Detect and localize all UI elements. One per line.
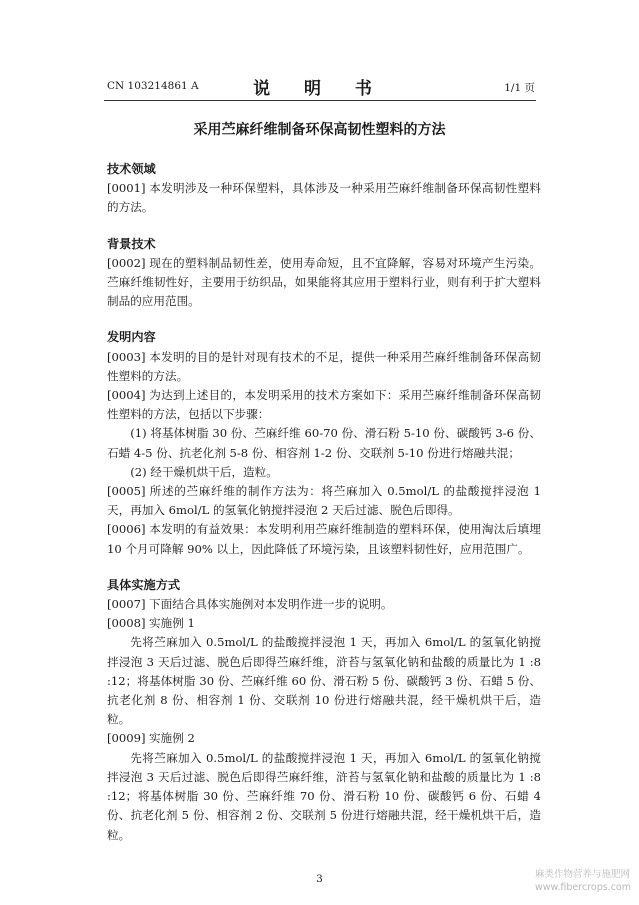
paragraph-text: 现在的塑料制品韧性差，使用寿命短，且不宜降解，容易对环境产生污染。苎麻纤维韧性好，主要用于纺织品，如果能将其应用于塑料行业，则有利于扩大塑料制品的应用范围。 [107, 255, 541, 309]
paragraph-text: 所述的苎麻纤维的制作方法为：将苎麻加入 0.5mol/L 的盐酸搅拌浸泡 1 天，再加入 6mol/L 的氢氧化钠搅拌浸泡 2 天后过滤、脱色后即得。 [107, 484, 541, 518]
example-1-text: 先将苎麻加入 0.5mol/L 的盐酸搅拌浸泡 1 天，再加入 6mol/L 的氢氧化钠搅拌浸泡 3 天后过滤、脱色后即得苎麻纤维，浒苔与氢氧化钠和盐酸的质量比为 1 :8 :12；将基体树脂 30 份、苎麻纤维 60 份、滑石粉 5 份、碳酸钙 3 份、石蜡 5 份、抗老化剂 8 份、相容剂 1 份、交联剂 10 份进行熔融共混，经干燥机烘干后，造粒。 [107, 635, 541, 727]
page-number: 3 [316, 873, 323, 885]
paragraph-0004 [107, 386, 541, 424]
paragraph-text: 下面结合具体实施例对本发明作进一步的说明。 [149, 597, 393, 612]
paragraph-text: 为达到上述目的，本发明采用的技术方案如下：采用苎麻纤维制备环保高韧性塑料的方法，包括以下步骤： [107, 388, 541, 422]
watermark-line-2: www.fibercrops.com [534, 882, 631, 893]
example-label: 实施例 2 [149, 731, 195, 746]
paragraph-tag: [0008] [107, 616, 146, 631]
step-2: (2) 经干燥机烘干后，造粒。 [130, 464, 278, 479]
paragraph-tag: [0006] [107, 522, 146, 537]
document-body [107, 160, 541, 845]
example-2-text: 先将苎麻加入 0.5mol/L 的盐酸搅拌浸泡 1 天，再加入 6mol/L 的氢氧化钠搅拌浸泡 3 天后过滤、脱色后即得苎麻纤维，浒苔与氢氧化钠和盐酸的质量比为 1 :8 :12；将基体树脂 30 份、苎麻纤维 70 份、滑石粉 10 份、碳酸钙 6 份、石蜡 4 份、抗老化剂 5 份、相容剂 2 份、交联剂 5 份进行熔融共混，经干燥机烘干后，造粒。 [107, 750, 541, 842]
paragraph-0008 [107, 614, 541, 633]
header-rule [104, 100, 536, 101]
paragraph-tag: [0004] [107, 388, 146, 403]
section-heading-invention: 发明内容 [107, 330, 156, 345]
section-heading-tech-field: 技术领域 [107, 162, 156, 176]
paragraph-tag: [0005] [107, 484, 146, 499]
paragraph-0003 [107, 348, 541, 386]
paragraph-0002 [107, 254, 541, 312]
example-label: 实施例 1 [149, 616, 195, 631]
paragraph-tag: [0009] [107, 731, 146, 746]
doc-number: CN 103214861 A [107, 80, 199, 92]
section-heading-embodiment: 具体实施方式 [107, 577, 181, 592]
paragraph-text: 本发明的有益效果：本发明利用苎麻纤维制造的塑料环保，使用淘汰后填埋 10 个月可降解 90% 以上，因此降低了环境污染，且该塑料韧性好，应用范围广。 [107, 522, 541, 556]
paragraph-0001 [107, 179, 541, 217]
paragraph-0009 [107, 729, 541, 748]
watermark [535, 868, 631, 894]
doc-type-heading: 说 明 书 [253, 79, 386, 99]
step-1: (1) 将基体树脂 30 份、苎麻纤维 60-70 份、滑石粉 5-10 份、碳酸钙 3-6 份、石蜡 4-5 份、抗老化剂 5-8 份、相容剂 1-2 份、交联剂 5-10 份进行熔融共混； [107, 426, 541, 460]
page-info: 1/1 页 [504, 82, 535, 94]
section-heading-background: 背景技术 [107, 236, 156, 251]
paragraph-tag: [0001] [107, 181, 146, 196]
paragraph-0006 [107, 520, 541, 558]
paragraph-tag: [0003] [107, 349, 146, 364]
paragraph-text: 本发明的目的是针对现有技术的不足，提供一种采用苎麻纤维制备环保高韧性塑料的方法。 [107, 349, 541, 383]
paragraph-tag: [0002] [107, 255, 146, 270]
paragraph-0005 [107, 482, 541, 520]
document-title: 采用苎麻纤维制备环保高韧性塑料的方法 [193, 122, 446, 138]
paragraph-tag: [0007] [107, 597, 146, 612]
watermark-line-1: 麻类作物营养与施肥网 [534, 869, 630, 880]
paragraph-text: 本发明涉及一种环保塑料，具体涉及一种采用苎麻纤维制备环保高韧性塑料的方法。 [107, 181, 541, 215]
paragraph-0007 [107, 595, 541, 614]
